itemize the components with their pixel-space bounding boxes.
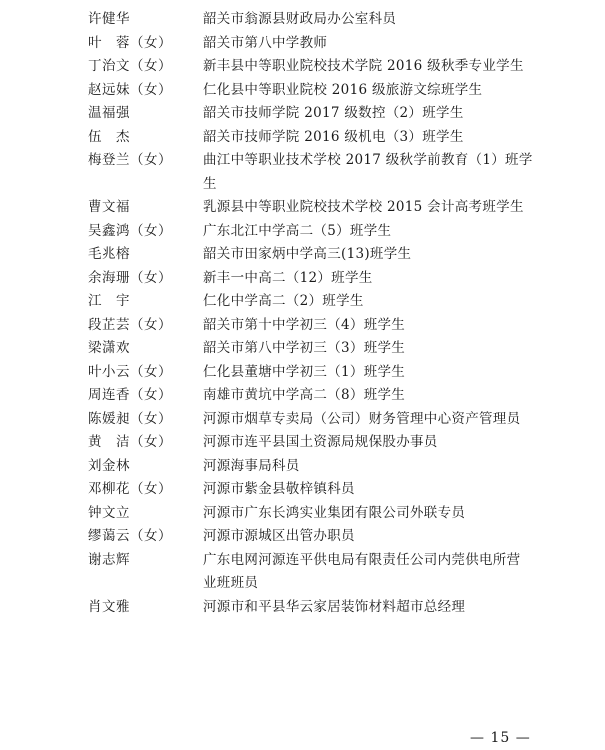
person-description: 仁化县董塘中学初三（1）班学生 bbox=[203, 363, 406, 380]
person-name: 周连香（女） bbox=[88, 387, 172, 403]
list-item bbox=[0, 525, 605, 549]
list-item bbox=[0, 596, 605, 620]
list-item bbox=[0, 408, 605, 432]
person-description: 韶关市翁源县财政局办公室科员 bbox=[203, 11, 397, 27]
person-description: 曲江中等职业技术学校 2017 级秋学前教育（1）班学生 bbox=[203, 152, 533, 192]
list-item bbox=[0, 384, 605, 408]
list-item bbox=[0, 126, 605, 150]
list-item bbox=[0, 337, 605, 361]
person-description: 韶关市技师学院 2017 级数控（2）班学生 bbox=[203, 105, 464, 121]
person-name: 丁治文（女） bbox=[88, 58, 172, 74]
person-description: 河源市连平县国土资源局规保股办事员 bbox=[203, 434, 438, 450]
list-item bbox=[0, 220, 605, 244]
person-description: 河源海事局科员 bbox=[203, 457, 300, 474]
list-item bbox=[0, 361, 605, 385]
person-name: 吴鑫鸿（女） bbox=[88, 222, 172, 239]
page-number: — 15 — bbox=[470, 730, 531, 746]
person-name: 肖文雅 bbox=[88, 598, 130, 615]
person-name: 赵远妹（女） bbox=[88, 81, 172, 98]
person-name: 曹文福 bbox=[88, 199, 130, 215]
person-description: 仁化中学高二（2）班学生 bbox=[203, 293, 364, 309]
person-name: 梁潇欢 bbox=[88, 340, 130, 356]
person-name: 江 宇 bbox=[88, 293, 130, 309]
list-item bbox=[0, 243, 605, 267]
person-description: 乳源县中等职业院校技术学校 2015 会计高考班学生 bbox=[203, 199, 524, 215]
list-item bbox=[0, 102, 605, 126]
person-name: 钟文立 bbox=[88, 504, 130, 521]
list-item bbox=[0, 431, 605, 455]
person-name: 毛兆榕 bbox=[88, 246, 130, 262]
list-item bbox=[0, 196, 605, 220]
list-item bbox=[0, 455, 605, 479]
list-item bbox=[0, 502, 605, 526]
person-description: 韶关市田家炳中学高三(13)班学生 bbox=[203, 246, 412, 262]
list-item bbox=[0, 32, 605, 56]
list-item bbox=[0, 478, 605, 502]
person-description: 韶关市第八中学初三（3）班学生 bbox=[203, 340, 406, 356]
person-name: 余海珊（女） bbox=[88, 269, 172, 286]
list-item bbox=[0, 549, 605, 596]
person-description: 南雄市黄坑中学高二（8）班学生 bbox=[203, 387, 406, 403]
list-item bbox=[0, 55, 605, 79]
person-description: 韶关市第十中学初三（4）班学生 bbox=[203, 316, 406, 333]
person-name: 邓柳花（女） bbox=[88, 481, 172, 497]
list-item bbox=[0, 314, 605, 338]
person-name: 缪蔼云（女） bbox=[88, 528, 172, 544]
person-description: 广东电网河源连平供电局有限责任公司内莞供电所营业班班员 bbox=[203, 551, 521, 591]
list-item bbox=[0, 267, 605, 291]
person-name: 叶 蓉（女） bbox=[88, 34, 172, 51]
person-description: 河源市紫金县敬梓镇科员 bbox=[203, 481, 355, 497]
list-item bbox=[0, 79, 605, 103]
name-list bbox=[0, 8, 605, 619]
person-description: 广东北江中学高二（5）班学生 bbox=[203, 222, 392, 239]
person-description: 河源市广东长鸿实业集团有限公司外联专员 bbox=[203, 504, 466, 521]
person-name: 梅登兰（女） bbox=[88, 152, 172, 168]
person-description: 仁化县中等职业院校 2016 级旅游文综班学生 bbox=[203, 81, 483, 98]
person-description: 新丰一中高二（12）班学生 bbox=[203, 269, 373, 286]
person-name: 谢志辉 bbox=[88, 551, 130, 568]
person-description: 韶关市第八中学教师 bbox=[203, 34, 328, 51]
person-name: 陈媛昶（女） bbox=[88, 410, 172, 427]
person-description: 河源市烟草专卖局（公司）财务管理中心资产管理员 bbox=[203, 410, 521, 427]
person-description: 河源市源城区出管办职员 bbox=[203, 528, 355, 544]
person-name: 段芷芸（女） bbox=[88, 316, 172, 333]
person-name: 许健华 bbox=[88, 11, 130, 27]
person-name: 黄 洁（女） bbox=[88, 434, 172, 450]
person-description: 韶关市技师学院 2016 级机电（3）班学生 bbox=[203, 128, 464, 145]
person-name: 叶小云（女） bbox=[88, 363, 172, 380]
person-name: 刘金林 bbox=[88, 457, 130, 474]
list-item bbox=[0, 290, 605, 314]
list-item bbox=[0, 149, 605, 196]
list-item bbox=[0, 8, 605, 32]
person-description: 新丰县中等职业院校技术学院 2016 级秋季专业学生 bbox=[203, 58, 524, 74]
person-name: 伍 杰 bbox=[88, 128, 130, 145]
person-name: 温福强 bbox=[88, 105, 130, 121]
person-description: 河源市和平县华云家居装饰材料超市总经理 bbox=[203, 598, 466, 615]
